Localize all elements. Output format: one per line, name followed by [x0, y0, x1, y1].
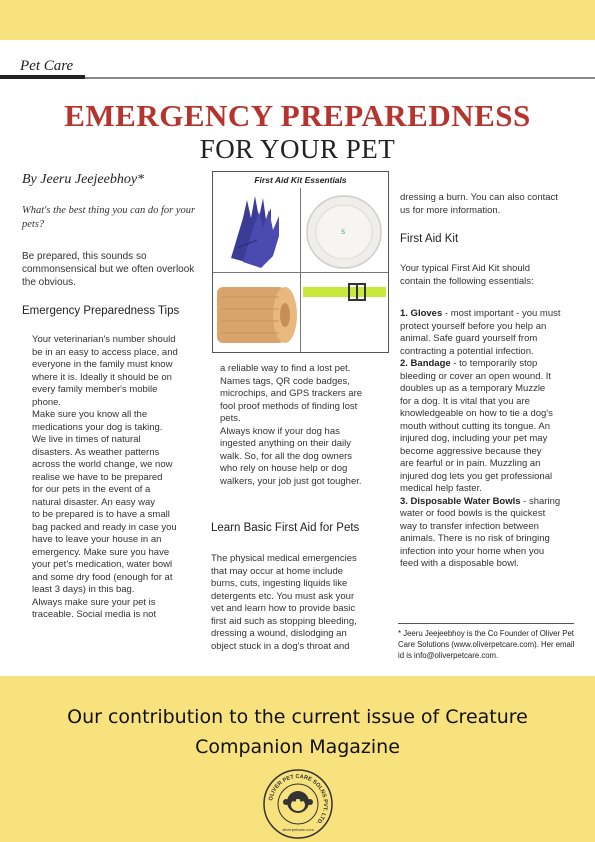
top-band	[0, 0, 595, 40]
kit-intro-text	[400, 263, 576, 288]
intro-paragraph: Be prepared, this sounds so commonsensical but we often overlook the obvious.	[22, 251, 195, 288]
column-3-text	[400, 308, 576, 571]
text-line: knowledgeable on how to tie a dog's	[400, 408, 553, 419]
text-line: walk. So, for all the dog owners	[220, 450, 353, 462]
text-line: everyone in the family must know	[32, 359, 173, 370]
svg-text:S: S	[341, 230, 346, 236]
monkey-logo-icon	[262, 768, 334, 840]
text-line: * Jeeru Jeejeebhoy is the Co Founder of Oliver Pet	[398, 629, 574, 638]
column-2-text	[220, 363, 385, 488]
text-line: doubles up as a temporary Muzzle	[400, 383, 546, 394]
logo-ring-text: OLIVER PET CARE SOLNS PVT. LTD.	[268, 773, 329, 826]
text-line: 2. Bandage - to temporarily stop	[400, 358, 538, 369]
bowl-image	[301, 188, 388, 272]
text-line: realise we have to be prepared	[32, 471, 163, 483]
text-line: Your veterinarian's number should	[32, 334, 176, 345]
text-line: least 3 days) in this bag.	[32, 584, 135, 595]
text-line: vet and learn how to provide basic	[211, 603, 356, 614]
text-line: every family member's mobile	[32, 384, 158, 395]
text-line: detergents etc. You must ask your	[211, 590, 355, 602]
text-line: contracting a potential infection.	[400, 345, 534, 357]
text-line: that may occur at home include	[211, 565, 344, 577]
text-line: have to leave your house in an	[32, 534, 162, 545]
text-line: emergency. Make sure you have	[32, 546, 170, 558]
text-line: burns, cuts, ingesting liquids like	[211, 578, 348, 589]
text-line: be in an easy to access place, and	[32, 346, 178, 358]
text-line: injured dog lets you get professional	[400, 470, 553, 482]
section-label: Pet Care	[20, 58, 74, 74]
text-line: first aid such as stopping bleeding,	[211, 615, 357, 627]
footnote	[398, 628, 576, 661]
text-line: pets.	[220, 413, 241, 424]
text-line: 1. Gloves - most important - you must	[400, 308, 561, 319]
text-line: Care Solutions (www.oliverpetcare.com). Her email	[398, 640, 575, 649]
text-line: natural disaster. An easy way	[32, 496, 156, 508]
text-line: who rely on house help or dog	[220, 463, 348, 474]
column-3-intro-text	[400, 192, 576, 217]
section-rule-accent	[0, 75, 85, 79]
gloves-image	[213, 188, 300, 272]
text-line: id is info@oliverpetcare.com.	[398, 651, 499, 660]
text-line: where it is. Ideally it should be on	[32, 371, 172, 383]
text-line: feed with a disposable bowl.	[400, 558, 519, 569]
text-line: bleeding or cover an open wound. It	[400, 370, 552, 382]
text-line: Names tags, QR code badges,	[220, 375, 350, 387]
text-line: Always make sure your pet is	[32, 596, 156, 608]
text-line: medical help faster.	[400, 483, 482, 494]
text-line: We live in times of natural	[32, 434, 141, 445]
article-subtitle: FOR YOUR PET	[199, 134, 396, 164]
text-line: injured dog, including your pet may	[400, 433, 548, 444]
caption	[0, 702, 595, 762]
text-line: water or food bowls is the quickest	[400, 508, 546, 519]
text-line: Always know if your dog has	[220, 425, 340, 437]
section-rule	[0, 77, 595, 79]
text-line: medications your dog is taking.	[32, 421, 163, 433]
text-line: bag packed and ready in case you	[32, 521, 177, 533]
column-2-first-aid-text	[211, 553, 386, 653]
text-line: walkers, your job just got tougher.	[220, 475, 362, 487]
text-line: for our pets in the event of a	[32, 484, 151, 495]
text-line: Make sure you know all the	[32, 409, 148, 420]
lead-question: What's the best thing you can do for your pets?	[22, 205, 196, 230]
heading-first-aid-kit: First Aid Kit	[400, 233, 459, 245]
article-title: EMERGENCY PREPAREDNESS	[64, 98, 531, 133]
bandage-image	[213, 273, 300, 352]
text-line: object stuck in a dog's throat and	[211, 640, 350, 652]
text-line: become aggressive because they	[400, 445, 542, 457]
heading-tips: Emergency Preparedness Tips	[22, 305, 180, 317]
heading-first-aid: Learn Basic First Aid for Pets	[211, 522, 360, 534]
text-line: and some dry food (enough for at	[32, 571, 173, 583]
text-line: animals. There is no risk of bringing	[400, 533, 550, 544]
text-line: way to transfer infection between	[400, 520, 539, 532]
text-line: us for more information.	[400, 204, 501, 216]
text-line: fool proof methods of finding lost	[220, 400, 358, 412]
caption-line-2: Companion Magazine	[195, 736, 400, 758]
logo-subtext: oliverpetcare.com	[282, 827, 314, 832]
kit-title: First Aid Kit Essentials	[254, 175, 347, 185]
collar-image	[301, 273, 388, 352]
text-line: traceable. Social media is not	[32, 609, 157, 620]
text-line: across the world change, we now	[32, 459, 173, 470]
column-1-text	[32, 334, 197, 622]
text-line: Your typical First Aid Kit should	[400, 263, 531, 274]
text-line: animal. Safe guard yourself from	[400, 333, 538, 344]
footnote-rule	[398, 623, 574, 624]
text-line: ingested anything on their daily	[220, 438, 351, 449]
byline: By Jeeru Jeejeebhoy*	[22, 172, 145, 187]
text-line: microchips, and GPS trackers are	[220, 388, 363, 399]
first-aid-kit-panel	[212, 171, 389, 353]
text-line: dressing a wound, dislodging an	[211, 628, 347, 639]
text-line: The physical medical emergencies	[211, 553, 357, 564]
caption-line-1: Our contribution to the current issue of Creature	[67, 706, 528, 728]
text-line: mouth without cutting its tongue. An	[400, 420, 550, 432]
text-line: protect yourself before you help an	[400, 320, 547, 332]
text-line: phone.	[32, 396, 62, 408]
text-line: infection into your home when you	[400, 545, 545, 557]
text-line: dressing a burn. You can also contact	[400, 192, 558, 203]
text-line: contain the following essentials:	[400, 275, 534, 287]
text-line: are fearful or in pain. Muzzling an	[400, 458, 541, 469]
text-line: disasters. As weather patterns	[32, 446, 160, 458]
text-line: for a dog. It is vital that you are	[400, 395, 530, 407]
text-line: a reliable way to find a lost pet.	[220, 363, 351, 374]
text-line: 3. Disposable Water Bowls - sharing	[400, 495, 561, 507]
text-line: to be prepared is to have a small	[32, 509, 170, 520]
text-line: your pet's medication, water bowl	[32, 559, 173, 570]
